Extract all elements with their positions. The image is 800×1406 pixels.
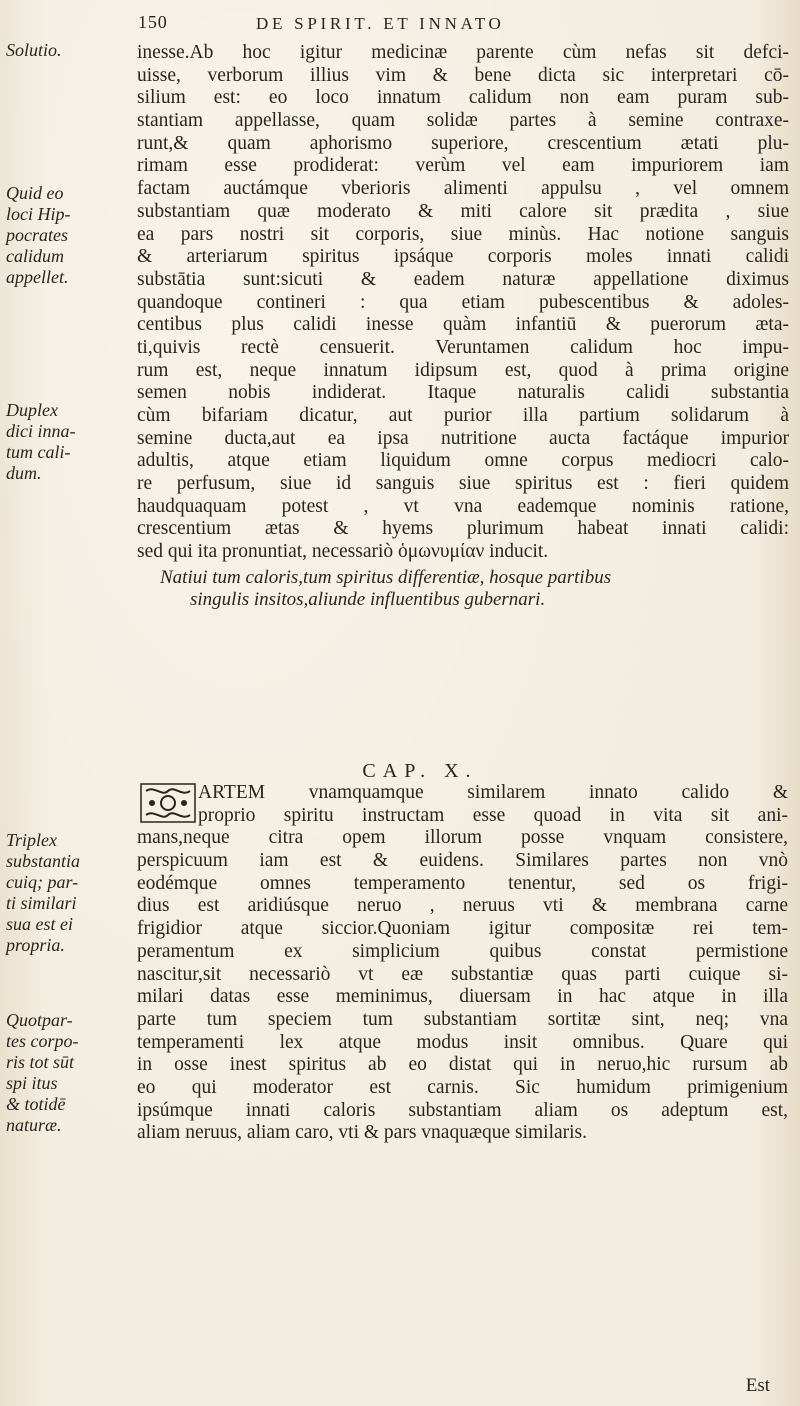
summary-line: Natiui tum caloris,tum spiritus differentiæ, hosque partibus [160, 567, 612, 588]
text-line: adultis, atque etiam liquidum omne corpus mediocri calo- [137, 450, 789, 472]
paragraph-2 [137, 782, 788, 1145]
text-line: re perfusum, siue id sanguis siue spiritus est : fieri quidem [137, 473, 789, 495]
margin-note-line: & totidē [6, 1094, 66, 1114]
margin-note-line: propria. [6, 935, 65, 955]
margin-note-line: Solutio. [6, 40, 62, 60]
text-line: silium est: eo loco innatum calidum non eam puram sub- [137, 87, 789, 109]
margin-note-line: Quotpar- [6, 1010, 73, 1030]
text-line: crescentium ætas & hyems plurimum habeat innati calidi: [137, 518, 789, 540]
text-line: nascitur,sit necessariò vt eæ substantiæ quas parti cuique si- [137, 963, 788, 985]
text-line: ARTEM vnamquamque similarem innato calido & [198, 782, 788, 803]
text-line: ea pars nostri sit corporis, siue minùs. Hac notione sanguis [137, 223, 789, 245]
text-line: haudquaquam potest , vt vna eademque nominis ratione, [137, 495, 789, 517]
margin-note-line: loci Hip- [6, 204, 71, 224]
margin-note-line: calidum [6, 246, 64, 266]
text-line: substantiam quæ moderato & miti calore sit prædita , siue [137, 200, 789, 222]
text-line: centibus plus calidi inesse quàm infantiū & puerorum æta- [137, 314, 789, 336]
chapter-heading: CAP. X. [362, 760, 478, 782]
text-line: frigidior atque siccior.Quoniam igitur compositæ rei tem- [137, 918, 788, 940]
text-line: mans,neque citra opem illorum posse vnquam consistere, [137, 827, 788, 849]
margin-note-line: tes corpo- [6, 1031, 79, 1051]
text-line: semen nobis indiderat. Itaque naturalis calidi substantia [137, 382, 789, 404]
margin-note [6, 830, 126, 956]
text-line: & arteriarum spiritus ipsáque corporis moles innati calidi [137, 246, 789, 268]
text-line: runt,& quam aphorismo superiore, crescentium ætati plu- [137, 132, 789, 154]
text-line: semine ducta,aut ea ipsa nutritione aucta factáque impurior [137, 427, 789, 449]
text-line: eodémque omnes temperamento tenentur, sed os frigi- [137, 872, 788, 894]
text-line: inesse.Ab hoc igitur medicinæ parente cùm nefas sit defci- [137, 42, 789, 63]
margin-note-line: Duplex [6, 400, 58, 420]
margin-note-line: pocrates [6, 225, 68, 245]
text-line: in osse inest spiritus ab eo distat qui in neruo,hic rursum ab [137, 1054, 788, 1076]
text-line: ti,quivis rectè censuerit. Veruntamen calidum hoc impu- [137, 336, 789, 358]
margin-note-line: ti similari [6, 893, 77, 913]
chapter-summary [150, 567, 770, 611]
paragraph-1 [137, 42, 789, 564]
margin-note-line: spi itus [6, 1073, 58, 1093]
margin-note-line: naturæ. [6, 1115, 62, 1135]
summary-line: singulis insitos,aliunde influentibus gubernari. [190, 589, 546, 610]
text-line: sed qui ita pronuntiat, necessariò ὁμωνυμίαν inducit. [137, 541, 549, 563]
text-line: milari datas esse meminimus, diuersam in hac atque in illa [137, 986, 788, 1008]
margin-note-line: dum. [6, 463, 42, 483]
margin-note-line: dici inna- [6, 421, 76, 441]
margin-note-line: Quid eo [6, 183, 64, 203]
text-line: rimam esse prodiderat: verùm vel eam impuriorem iam [137, 155, 789, 177]
text-line: eo qui moderator est carnis. Sic humidum primigenium [137, 1076, 788, 1098]
margin-note-line: tum cali- [6, 442, 71, 462]
margin-note [6, 183, 126, 288]
page-number: 150 [138, 12, 168, 32]
margin-note-line: Triplex [6, 830, 58, 850]
text-line: dius est aridiúsque neruo , neruus vti & membrana carne [137, 895, 788, 917]
text-line: factam auctámque vberioris alimenti appulsu , vel omnem [137, 178, 789, 200]
text-line: rum est, neque innatum idipsum est, quod à prima origine [137, 359, 789, 381]
text-line: peramentum ex simplicium quibus constat permistione [137, 940, 788, 962]
margin-note [6, 1010, 126, 1136]
margin-note-line: sua est ei [6, 914, 73, 934]
margin-note-line: substantia [6, 851, 81, 871]
margin-note [6, 400, 126, 484]
running-title: DE SPIRIT. ET INNATO [256, 14, 505, 33]
text-line: ipsúmque innati caloris substantiam aliam os adeptum est, [137, 1099, 788, 1121]
text-line: substātia sunt:sicuti & eadem naturæ appellatione diximus [137, 268, 789, 290]
text-line: perspicuum iam est & euidens. Similares partes non vnò [137, 850, 788, 872]
margin-note [6, 40, 126, 61]
margin-note-line: ris tot sūt [6, 1052, 75, 1072]
text-line: aliam neruus, aliam caro, vti & pars vnaquæque similaris. [137, 1122, 588, 1144]
text-line: proprio spiritu instructam esse quoad in vita sit ani- [198, 804, 788, 826]
ornament-drop-cap-icon [140, 783, 196, 823]
running-header [138, 12, 778, 42]
text-line: temperamenti lex atque modus insit omnibus. Quare qui [137, 1031, 788, 1053]
margin-note-line: appellet. [6, 267, 69, 287]
catchword: Est [745, 1375, 770, 1396]
text-line: cùm bifariam dicatur, aut purior illa partium solidarum à [137, 405, 789, 426]
margin-note-line: cuiq; par- [6, 872, 79, 892]
text-line: quandoque contineri : qua etiam pubescentibus & adoles- [137, 291, 789, 313]
text-line: parte tum speciem tum substantiam sortitæ sint, neq; vna [137, 1008, 788, 1030]
text-line: uisse, verborum illius vim & bene dicta sic interpretari cō- [137, 64, 789, 86]
text-line: stantiam appellasse, quam solidæ partes à semine contraxe- [137, 110, 789, 132]
